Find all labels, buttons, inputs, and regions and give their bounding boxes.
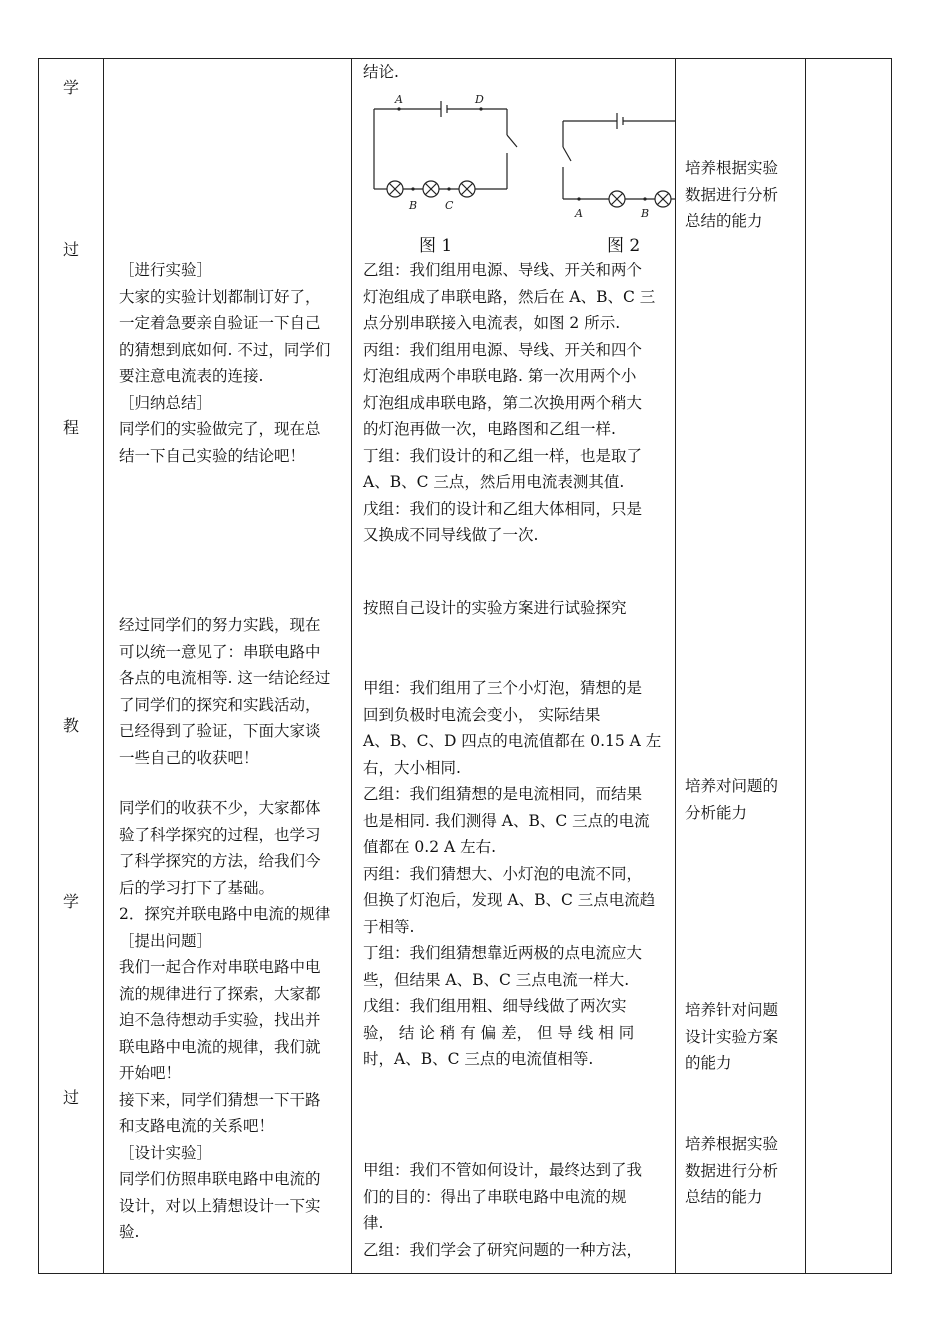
text-line: 培养针对问题 <box>685 1001 779 1019</box>
column-divider <box>675 59 676 1273</box>
column-divider <box>805 59 806 1273</box>
point-label: C <box>445 199 454 212</box>
text-line: 了同学们的探究和实践活动， <box>119 695 321 714</box>
text-line: 迫不急待想动手实验，找出并 <box>119 1011 321 1029</box>
stage-label-char: 学 <box>62 78 79 97</box>
text-line: 总结的能力 <box>685 212 763 230</box>
text-line: 后的学习打下了基础。 <box>119 878 275 897</box>
student-text-block-2: 按照自己设计的实验方案进行试验探究 <box>363 599 627 617</box>
stage-label-char: 过 <box>62 240 79 259</box>
text-line: 的能力 <box>685 1054 732 1072</box>
text-line: 了科学探究的方法，给我们今 <box>119 852 321 870</box>
teacher-text-block-1 <box>119 257 351 469</box>
student-conclusion-line: 结论. <box>363 63 399 81</box>
stage-label-char: 过 <box>62 1088 79 1107</box>
text-line: 丙组：我们组用电源、导线、开关和四个 <box>363 340 643 359</box>
text-line: 但换了灯泡后，发现 A、B、C 三点电流趋 <box>363 891 656 909</box>
text-line: ［进行实验］ <box>119 261 213 279</box>
point-label: A <box>395 93 403 106</box>
text-line: 开始吧！ <box>119 1064 182 1082</box>
text-line: 戊组：我们的设计和乙组大体相同，只是 <box>363 499 643 518</box>
text-line: 同学们的实验做完了，现在总 <box>119 420 321 438</box>
text-line: 右，大小相同. <box>363 758 461 777</box>
text-line: 律. <box>363 1214 384 1232</box>
text-line: 的灯泡再做一次，电路图和乙组一样. <box>363 420 616 438</box>
text-line: 回到负极时电流会变小， 实际结果 <box>363 705 601 724</box>
text-line: 培养对问题的 <box>685 777 779 795</box>
design-intent-3 <box>685 997 803 1077</box>
text-line: 设计实验方案 <box>685 1027 779 1046</box>
text-line: 些，但结果 A、B、C 三点电流一样大. <box>363 970 630 989</box>
point-label: B <box>641 207 650 220</box>
text-line: 2．探究并联电路中电流的规律 <box>119 905 331 923</box>
text-line: 同学们的收获不少，大家都体 <box>119 799 321 817</box>
text-line: A、B、C 三点，然后用电流表测其值. <box>363 473 625 491</box>
text-line: 联电路中电流的规律，我们就 <box>119 1037 321 1056</box>
text-line: 甲组：我们组用了三个小灯泡，猜想的是 <box>363 679 643 697</box>
text-line: 验了科学探究的过程，也学习 <box>119 825 321 844</box>
text-line: 已经得到了验证，下面大家谈 <box>119 722 321 740</box>
text-line: 丙组：我们猜想大、小灯泡的电流不同， <box>363 864 643 883</box>
text-line: 乙组：我们组用电源、导线、开关和两个 <box>363 261 643 279</box>
text-line: 也是相同. 我们测得 A、B、C 三点的电流 <box>363 811 650 830</box>
circuit-figure-1 <box>369 95 529 215</box>
design-intent-2 <box>685 773 803 826</box>
text-line: 一定着急要亲自验证一下自己 <box>119 314 321 332</box>
text-line: 大家的实验计划都制订好了， <box>119 287 321 306</box>
stage-label-char: 学 <box>62 892 79 911</box>
text-line: 丁组：我们组猜想靠近两极的点电流应大 <box>363 944 643 962</box>
text-line: 灯泡组成了串联电路，然后在 A、B、C 三 <box>363 287 656 306</box>
student-text-block-3 <box>363 675 675 1073</box>
text-line: 可以统一意见了：串联电路中 <box>119 642 321 661</box>
text-line: 接下来，同学们猜想一下干路 <box>119 1090 321 1109</box>
text-line: 乙组：我们组猜想的是电流相同，而结果 <box>363 785 643 803</box>
figure-1-caption: 图 1 <box>419 236 453 256</box>
text-line: 丁组：我们设计的和乙组一样，也是取了 <box>363 446 643 465</box>
stage-label-char: 教 <box>62 716 79 735</box>
text-line: 分析能力 <box>685 803 748 822</box>
text-line: 要注意电流表的连接. <box>119 367 264 385</box>
text-line: 结一下自己实验的结论吧！ <box>119 446 306 465</box>
text-line: 培养根据实验 <box>685 159 779 177</box>
point-label: B <box>409 199 418 212</box>
text-line: 数据进行分析 <box>685 185 779 204</box>
text-line: 又换成不同导线做了一次. <box>363 526 539 544</box>
column-divider <box>103 59 104 1273</box>
text-line: 乙组：我们学会了研究问题的一种方法， <box>363 1240 643 1259</box>
text-line: 流的规律进行了探索，大家都 <box>119 984 321 1003</box>
column-divider <box>351 59 352 1273</box>
text-line: 点分别串联接入电流表，如图 2 所示. <box>363 314 621 332</box>
text-line: 同学们仿照串联电路中电流的 <box>119 1170 321 1188</box>
teacher-text-block-3 <box>119 795 351 1246</box>
text-line: 验， 结 论 稍 有 偏 差， 但 导 线 相 同 <box>363 1023 635 1042</box>
text-line: 于相等. <box>363 917 415 936</box>
text-line: 甲组：我们不管如何设计，最终达到了我 <box>363 1161 643 1179</box>
text-line: 设计，对以上猜想设计一下实 <box>119 1196 321 1215</box>
stage-label-char: 程 <box>62 418 79 437</box>
text-line: 我们一起合作对串联电路中电 <box>119 958 321 976</box>
text-line: ［归纳总结］ <box>119 393 213 412</box>
text-line: 灯泡组成两个串联电路. 第一次用两个小 <box>363 367 637 385</box>
lesson-table <box>38 58 892 1274</box>
text-line: 时，A、B、C 三点的电流值相等. <box>363 1050 594 1068</box>
text-line: 各点的电流相等. 这一结论经过 <box>119 669 331 687</box>
design-intent-1 <box>685 155 803 235</box>
text-line: 培养根据实验 <box>685 1135 779 1153</box>
text-line: 灯泡组成串联电路，第二次换用两个稍大 <box>363 393 643 412</box>
point-label: A <box>575 207 583 220</box>
design-intent-4 <box>685 1131 803 1211</box>
text-line: 总结的能力 <box>685 1188 763 1206</box>
circuit-figure-2 <box>557 109 675 219</box>
text-line: 的猜想到底如何. 不过，同学们 <box>119 340 331 359</box>
text-line: 们的目的：得出了串联电路中电流的规 <box>363 1187 627 1206</box>
text-line: 戊组：我们组用粗、细导线做了两次实 <box>363 997 627 1015</box>
teacher-text-block-2 <box>119 612 351 771</box>
text-line: ［设计实验］ <box>119 1143 213 1162</box>
text-line: 一些自己的收获吧！ <box>119 748 259 767</box>
text-line: 经过同学们的努力实践，现在 <box>119 616 321 634</box>
figure-2-caption: 图 2 <box>607 236 641 256</box>
text-line: ［提出问题］ <box>119 931 213 950</box>
text-line: 数据进行分析 <box>685 1161 779 1180</box>
point-label: D <box>475 93 484 106</box>
text-line: 值都在 0.2 A 左右. <box>363 838 497 856</box>
student-text-block-1 <box>363 257 675 549</box>
text-line: A、B、C、D 四点的电流值都在 0.15 A 左 <box>363 732 662 750</box>
student-text-block-4 <box>363 1157 675 1263</box>
text-line: 和支路电流的关系吧！ <box>119 1117 275 1135</box>
text-line: 验. <box>119 1223 140 1241</box>
